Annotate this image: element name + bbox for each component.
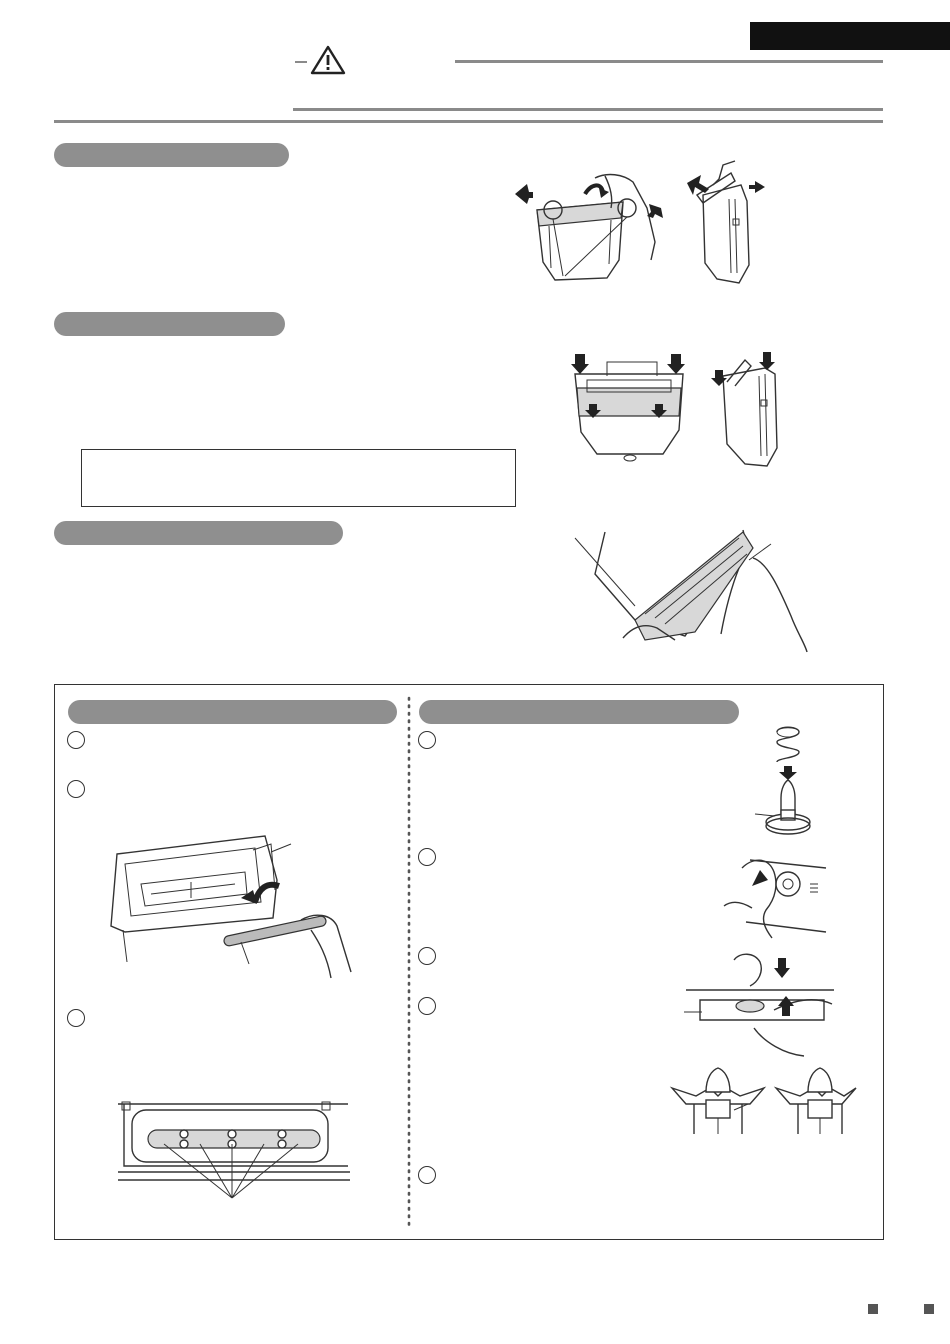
footer-marker-right xyxy=(924,1304,934,1314)
panel-heading-left xyxy=(68,700,397,724)
filter-remove-front-illustration xyxy=(515,168,665,288)
left-step-3-marker xyxy=(67,1009,85,1027)
stopper-insert-illustration xyxy=(722,850,827,940)
header-rule-top xyxy=(455,60,883,63)
filter-remove-side-illustration xyxy=(683,155,778,290)
right-step-2-marker xyxy=(418,848,436,866)
panel-heading-right xyxy=(419,700,739,724)
left-step-2-marker xyxy=(67,780,85,798)
header-rule-mid xyxy=(293,108,883,111)
language-tab xyxy=(750,22,950,50)
filter-cleaning-illustration xyxy=(575,528,810,658)
stopper-comparison-illustration xyxy=(668,1066,858,1136)
section-heading-remove xyxy=(54,143,289,167)
filter-screws-illustration xyxy=(118,1100,358,1210)
filter-attach-side-illustration xyxy=(705,352,790,470)
right-step-3-marker xyxy=(418,947,436,965)
stopper-press-illustration xyxy=(684,950,834,1060)
spring-stopper-illustration xyxy=(755,722,835,842)
header-rule-main xyxy=(54,120,883,123)
right-step-4-marker xyxy=(418,997,436,1015)
filter-attach-front-illustration xyxy=(567,352,692,467)
footer-marker-left xyxy=(868,1304,878,1314)
right-step-1-marker xyxy=(418,731,436,749)
header-rule-short xyxy=(295,61,307,63)
filter-housing-cleaning-illustration xyxy=(105,832,355,982)
section-heading-attach xyxy=(54,312,285,336)
left-step-1-marker xyxy=(67,731,85,749)
warning-triangle-icon xyxy=(310,44,346,76)
panel-divider xyxy=(404,698,416,1230)
section-heading-clean xyxy=(54,521,343,545)
note-box xyxy=(81,449,516,507)
right-step-5-marker xyxy=(418,1166,436,1184)
